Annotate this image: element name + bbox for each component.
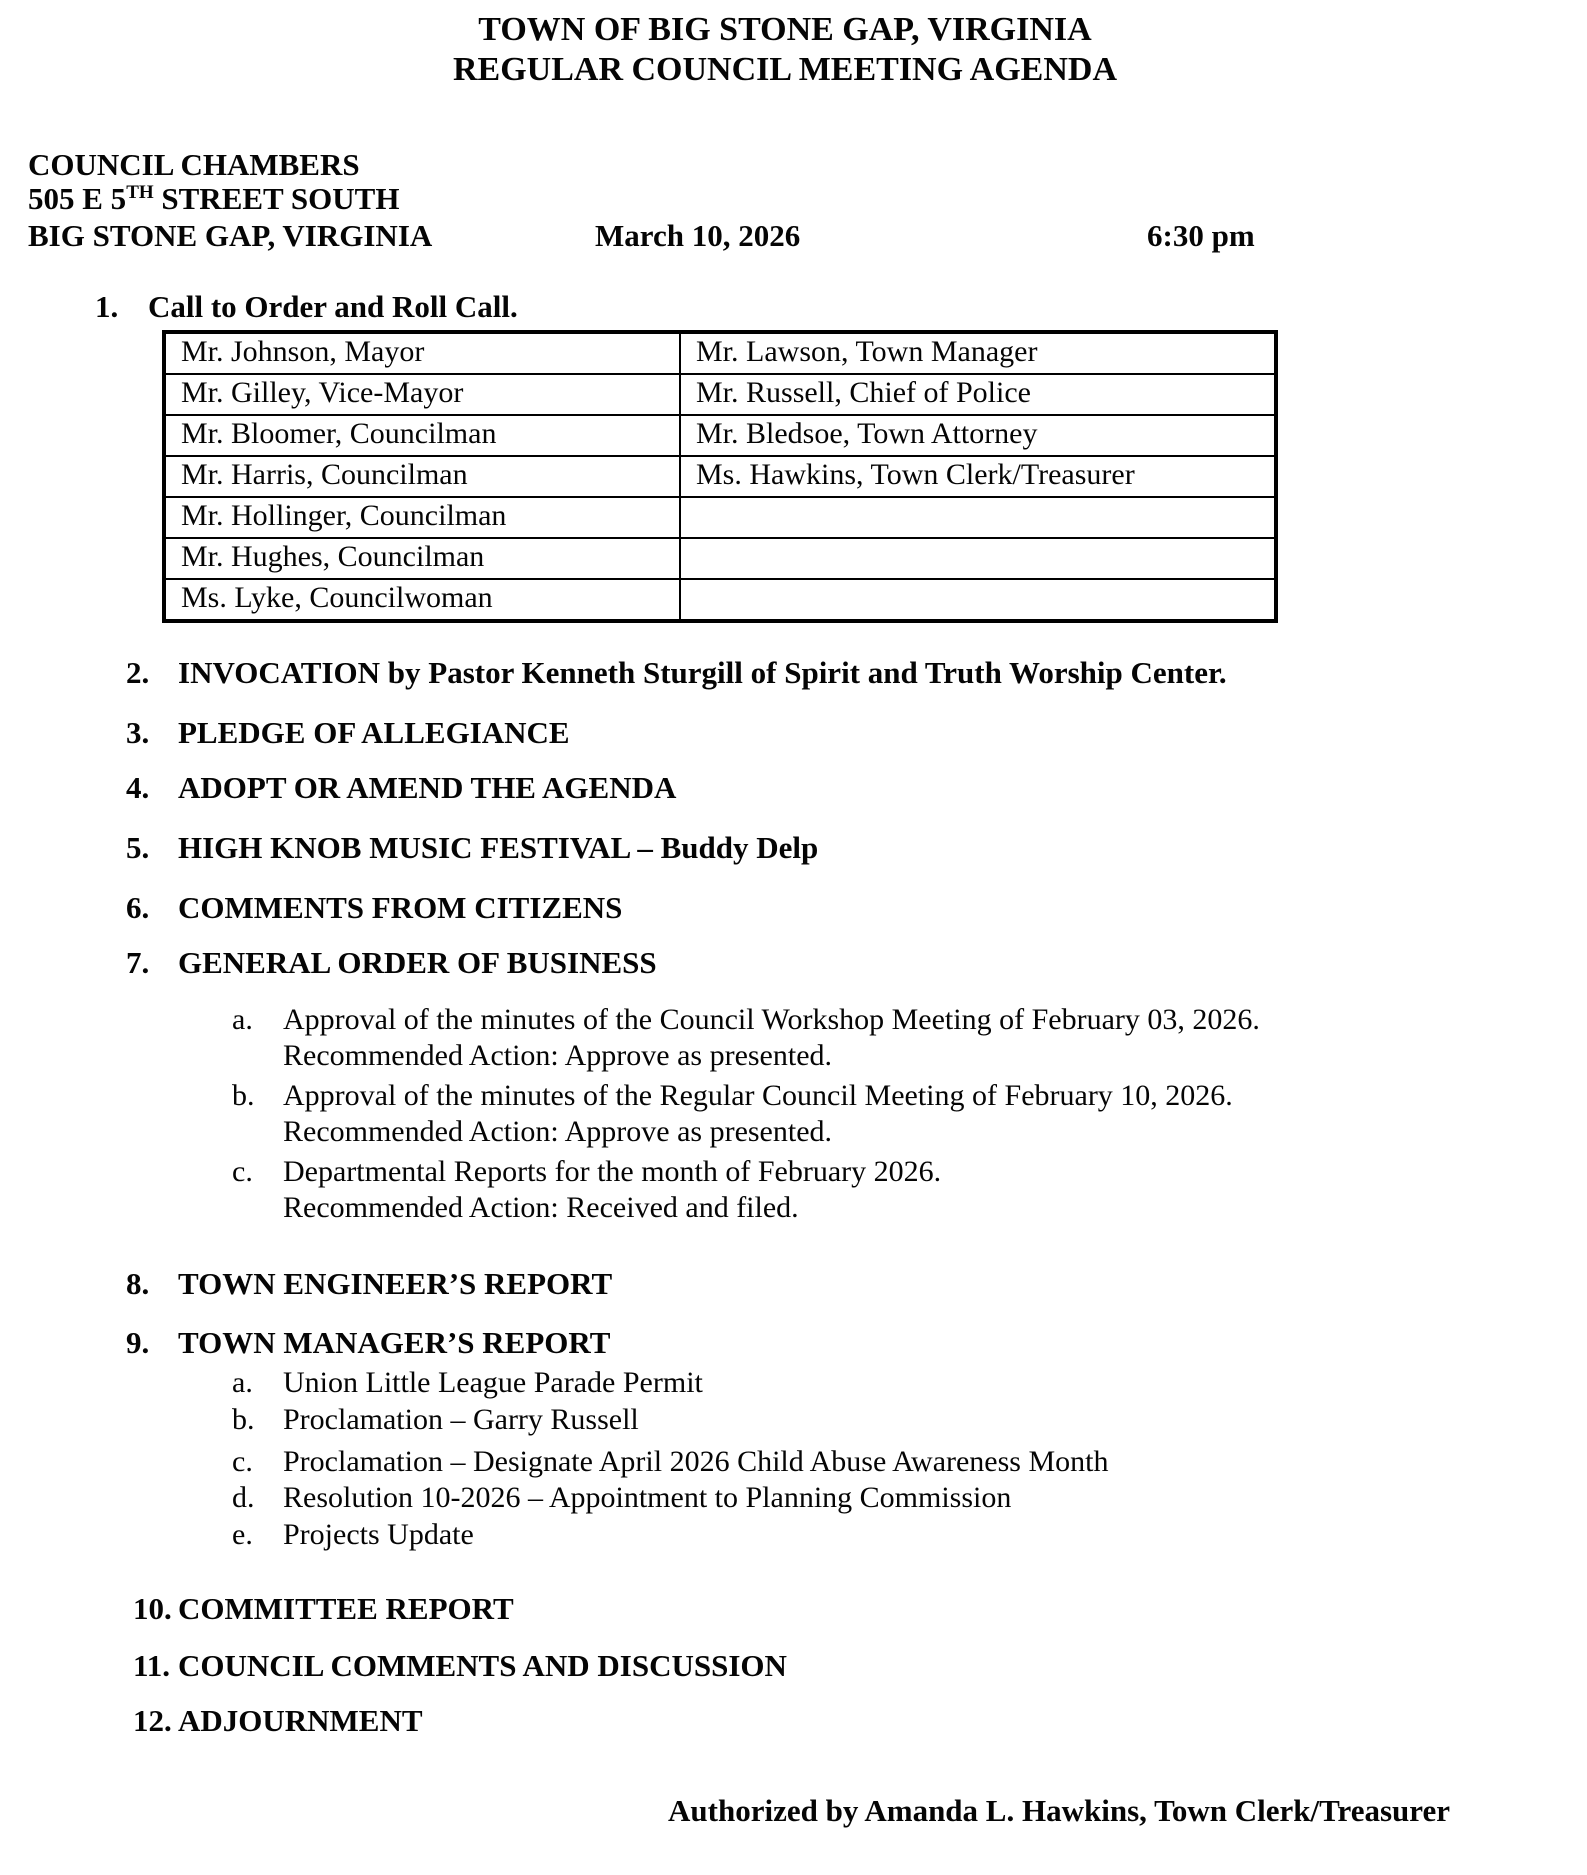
item-label: PLEDGE OF ALLEGIANCE: [178, 715, 570, 750]
item-9-sub-d: [232, 1481, 1011, 1516]
item-7-sub-b: [232, 1079, 1233, 1114]
sub-item-text: Union Little League Parade Permit: [283, 1366, 703, 1399]
table-row: [164, 579, 1276, 621]
roll-call-cell: Mr. Bloomer, Councilman: [164, 415, 680, 456]
item-label: COMMITTEE REPORT: [178, 1591, 514, 1626]
table-row: [164, 456, 1276, 497]
item-label: TOWN ENGINEER’S REPORT: [178, 1266, 613, 1301]
roll-call-cell: [680, 538, 1276, 579]
roll-call-cell: Mr. Gilley, Vice-Mayor: [164, 374, 680, 415]
roll-call-cell: Ms. Lyke, Councilwoman: [164, 579, 680, 621]
meeting-date: March 10, 2026: [595, 218, 801, 253]
agenda-item-8: [126, 1266, 612, 1302]
address-ordinal: TH: [126, 182, 154, 203]
item-label: ADJOURNMENT: [178, 1703, 423, 1738]
roll-call-cell: Mr. Lawson, Town Manager: [680, 332, 1276, 374]
sub-item-text: Approval of the minutes of the Council Workshop Meeting of February 03, 2026.: [283, 1003, 1260, 1036]
item-label: COUNCIL COMMENTS AND DISCUSSION: [178, 1648, 787, 1683]
sub-item-letter: c.: [232, 1445, 253, 1478]
roll-call-table: [162, 330, 1278, 623]
item-9-sub-e: [232, 1518, 474, 1553]
address-street: STREET SOUTH: [153, 181, 400, 216]
roll-call-cell: Ms. Hawkins, Town Clerk/Treasurer: [680, 456, 1276, 497]
item-number: 10.: [133, 1591, 172, 1626]
item-number: 2.: [126, 655, 150, 690]
sub-item-letter: d.: [232, 1481, 255, 1514]
sub-item-text: Proclamation – Garry Russell: [283, 1403, 639, 1436]
table-row: [164, 538, 1276, 579]
item-label: TOWN MANAGER’S REPORT: [178, 1325, 611, 1360]
item-label: GENERAL ORDER OF BUSINESS: [178, 945, 657, 980]
item-7-sub-a-action: Recommended Action: Approve as presented.: [283, 1039, 833, 1072]
meeting-time: 6:30 pm: [1147, 218, 1255, 253]
sub-item-letter: b.: [232, 1079, 255, 1112]
item-label: ADOPT OR AMEND THE AGENDA: [178, 770, 677, 805]
item-9-sub-b: [232, 1403, 639, 1438]
sub-item-text: Resolution 10-2026 – Appointment to Planning Commission: [283, 1481, 1012, 1514]
agenda-item-12: [133, 1703, 423, 1739]
roll-call-cell: Mr. Bledsoe, Town Attorney: [680, 415, 1276, 456]
agenda-item-4: [126, 770, 676, 806]
roll-call-cell: Mr. Russell, Chief of Police: [680, 374, 1276, 415]
item-9-sub-c: [232, 1445, 1108, 1480]
item-number: 3.: [126, 715, 150, 750]
item-9-sub-a: [232, 1366, 703, 1401]
city-line: BIG STONE GAP, VIRGINIA: [28, 218, 433, 253]
table-row: [164, 415, 1276, 456]
item-number: 6.: [126, 890, 150, 925]
agenda-item-6: [126, 890, 622, 926]
roll-call-cell: Mr. Harris, Councilman: [164, 456, 680, 497]
document-title-line2: REGULAR COUNCIL MEETING AGENDA: [452, 51, 1118, 88]
table-row: [164, 332, 1276, 374]
item-number: 5.: [126, 830, 150, 865]
sub-item-letter: e.: [232, 1518, 253, 1551]
item-label: COMMENTS FROM CITIZENS: [178, 890, 623, 925]
item-number: 8.: [126, 1266, 150, 1301]
table-row: [164, 497, 1276, 538]
authorization-line: Authorized by Amanda L. Hawkins, Town Clerk/Treasurer: [668, 1793, 1451, 1828]
address-line: [28, 181, 399, 217]
sub-item-text: Projects Update: [283, 1518, 474, 1551]
roll-call-cell: Mr. Hughes, Councilman: [164, 538, 680, 579]
table-row: [164, 374, 1276, 415]
sub-item-letter: a.: [232, 1366, 253, 1399]
item-7-sub-c: [232, 1155, 941, 1190]
item-label: INVOCATION by Pastor Kenneth Sturgill of Spirit and Truth Worship Center.: [178, 655, 1227, 690]
item-label: HIGH KNOB MUSIC FESTIVAL – Buddy Delp: [178, 830, 819, 865]
document-title-line1: TOWN OF BIG STONE GAP, VIRGINIA: [478, 11, 1092, 48]
agenda-item-7: [126, 945, 657, 981]
sub-item-text: Departmental Reports for the month of February 2026.: [283, 1155, 942, 1188]
sub-item-text: Proclamation – Designate April 2026 Child Abuse Awareness Month: [283, 1445, 1109, 1478]
agenda-item-11: [133, 1648, 787, 1684]
agenda-item-5: [126, 830, 818, 866]
sub-item-letter: b.: [232, 1403, 255, 1436]
item-7-sub-b-action: Recommended Action: Approve as presented.: [283, 1115, 833, 1148]
item-number: 12.: [133, 1703, 172, 1738]
venue-line: COUNCIL CHAMBERS: [28, 147, 360, 182]
item-label: Call to Order and Roll Call.: [148, 289, 518, 324]
roll-call-cell: [680, 497, 1276, 538]
roll-call-cell: Mr. Hollinger, Councilman: [164, 497, 680, 538]
item-number: 1.: [95, 289, 119, 324]
item-7-sub-a: [232, 1003, 1260, 1038]
agenda-item-1: [95, 289, 518, 325]
item-number: 4.: [126, 770, 150, 805]
item-number: 7.: [126, 945, 150, 980]
agenda-item-3: [126, 715, 570, 751]
item-number: 11.: [133, 1648, 171, 1683]
item-number: 9.: [126, 1325, 150, 1360]
address-number: 505 E 5: [28, 181, 127, 216]
sub-item-letter: c.: [232, 1155, 253, 1188]
agenda-item-9: [126, 1325, 610, 1361]
roll-call-cell: [680, 579, 1276, 621]
roll-call-cell: Mr. Johnson, Mayor: [164, 332, 680, 374]
sub-item-letter: a.: [232, 1003, 253, 1036]
agenda-item-10: [133, 1591, 514, 1627]
item-7-sub-c-action: Recommended Action: Received and filed.: [283, 1191, 799, 1224]
agenda-item-2: [126, 655, 1227, 691]
sub-item-text: Approval of the minutes of the Regular Council Meeting of February 10, 2026.: [283, 1079, 1233, 1112]
